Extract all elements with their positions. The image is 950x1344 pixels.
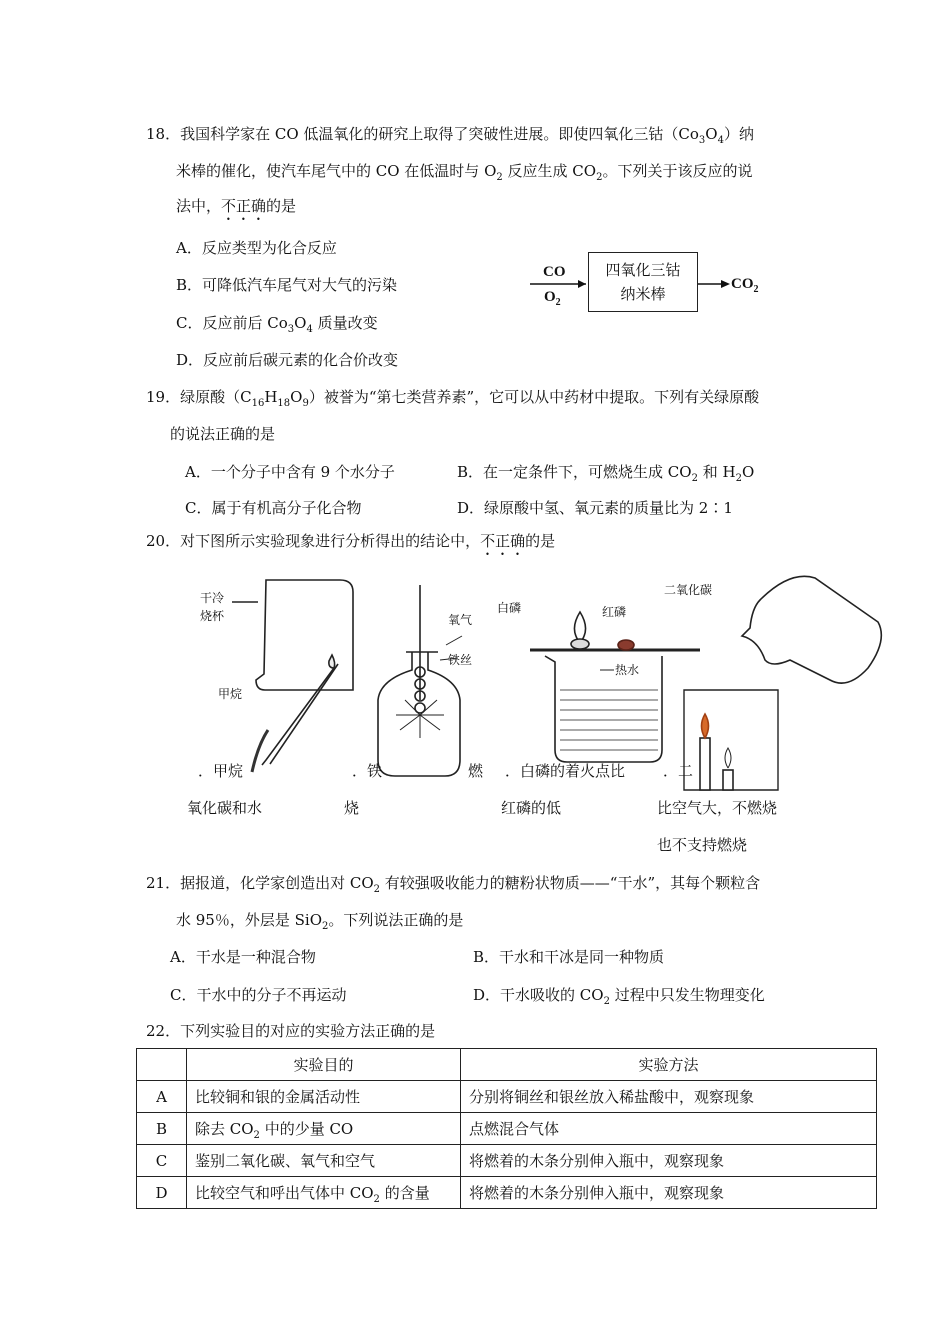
- q18-line1: 18．我国科学家在 CO 低温氧化的研究上取得了突破性进展。即使四氧化三钴$(Co_3O_4)$纳: [146, 125, 754, 146]
- q18-line3: 法中，不正确的是: [176, 197, 297, 215]
- caption-c-line2: 红磷的低: [501, 799, 562, 817]
- q18-option-b: B．可降低汽车尾气对大气的污染: [176, 276, 398, 294]
- caption-d-line2: 比空气大，不燃烧: [657, 799, 778, 817]
- q21-option-c: C．干水中的分子不再运动: [170, 986, 347, 1004]
- q19-option-b: B．在一定条件下，可燃烧生成 $CO_2$ 和 $H_2O$: [457, 463, 755, 484]
- row-purpose: 除去 $CO_2$ 中的少量 CO: [187, 1113, 461, 1145]
- catalyst-box: 四氧化三钴 纳米棒: [588, 252, 698, 312]
- label-dry-cold: 干冷: [200, 591, 225, 605]
- row-purpose: 比较空气和呼出气体中 $CO_2$ 的含量: [187, 1177, 461, 1209]
- table-header-cell: 实验目的: [187, 1049, 461, 1081]
- q21-line1: 21．据报道，化学家创造出对 $CO_2$ 有较强吸收能力的糖粉状物质——“干水”，其每个颗粒含: [146, 874, 761, 895]
- q21-option-a: A．干水是一种混合物: [170, 948, 316, 966]
- figure-phosphorus-hot-water: [530, 612, 700, 762]
- row-method: 点燃混合气体: [461, 1113, 877, 1145]
- row-key: C: [137, 1145, 187, 1177]
- label-iron-wire: 铁丝: [448, 653, 473, 667]
- flow-input-o2: $O_2$: [544, 289, 561, 308]
- label-oxygen: 氧气: [448, 613, 473, 627]
- table-row: [137, 1081, 877, 1113]
- table-header-cell: [137, 1049, 187, 1081]
- label-white-phosphorus: 白磷: [497, 601, 522, 615]
- row-method: 将燃着的木条分别伸入瓶中，观察现象: [461, 1177, 877, 1209]
- table-row: [137, 1113, 877, 1145]
- caption-b-line1-end: 燃: [468, 762, 484, 780]
- flow-input-co: CO: [543, 264, 566, 280]
- q21-option-d: D．干水吸收的 $CO_2$ 过程中只发生物理变化: [473, 986, 765, 1007]
- q18-option-a: A．反应类型为化合反应: [176, 239, 337, 257]
- flow-output-co2: $CO_2$: [731, 276, 759, 295]
- row-method: 将燃着的木条分别伸入瓶中，观察现象: [461, 1145, 877, 1177]
- row-method: 分别将铜丝和银丝放入稀盐酸中，观察现象: [461, 1081, 877, 1113]
- q19-option-a: A．一个分子中含有 9 个水分子: [185, 463, 395, 481]
- label-beaker: 烧杯: [200, 609, 225, 623]
- q20-line1: 20．对下图所示实验现象进行分析得出的结论中，不正确的是: [146, 532, 556, 550]
- row-purpose: 比较铜和银的金属活动性: [187, 1081, 461, 1113]
- q21-line2: 水 95％，外层是 SiO$_2$。下列说法正确的是: [176, 911, 464, 932]
- row-key: B: [137, 1113, 187, 1145]
- q19-option-d: D．绿原酸中氢、氧元素的质量比为 2∶1: [457, 499, 733, 517]
- label-carbon-dioxide: 二氧化碳: [664, 583, 713, 597]
- row-key: A: [137, 1081, 187, 1113]
- caption-b-line2: 烧: [344, 799, 360, 817]
- emphasis-not-correct: 不正确: [221, 197, 267, 215]
- row-purpose: 鉴别二氧化碳、氧气和空气: [187, 1145, 461, 1177]
- label-hot-water: 热水: [615, 663, 640, 677]
- caption-a-line1: ．甲烷: [198, 762, 244, 780]
- q21-option-b: B．干水和干冰是同一种物质: [473, 948, 665, 966]
- q18-option-d: D．反应前后碳元素的化合价改变: [176, 351, 399, 369]
- row-key: D: [137, 1177, 187, 1209]
- q18-line2: 米棒的催化，使汽车尾气中的 CO 在低温时与 $O_2$ 反应生成 $CO_2$。下列关于该反应的说: [176, 162, 753, 183]
- label-red-phosphorus: 红磷: [602, 605, 627, 619]
- caption-c-line1: ．白磷的着火点比: [505, 762, 626, 780]
- table-row: [137, 1177, 877, 1209]
- q19-line2: 的说法正确的是: [170, 425, 276, 443]
- figure-methane-beaker: [232, 580, 353, 772]
- q22-stem: 22．下列实验目的对应的实验方法正确的是: [146, 1022, 436, 1040]
- label-methane: 甲烷: [218, 687, 243, 701]
- caption-d-line3: 也不支持燃烧: [657, 836, 748, 854]
- table-header-row: [137, 1049, 877, 1081]
- experiment-table: [136, 1048, 877, 1209]
- caption-a-line2: 氧化碳和水: [187, 799, 263, 817]
- caption-b-line1: ．铁: [352, 762, 383, 780]
- caption-d-line1: ．二: [663, 762, 694, 780]
- q19-line1: 19．绿原酸$(C_{16}H_{18}O_9)$被誉为“第七类营养素”，它可以从中药材中提取。下列有关绿原酸: [146, 388, 760, 409]
- figure-co2-candles: [684, 576, 881, 790]
- table-row: [137, 1145, 877, 1177]
- table-header-cell: 实验方法: [461, 1049, 877, 1081]
- emphasis-not-correct: 不正确: [480, 532, 526, 550]
- q18-option-c: C．反应前后 $Co_3O_4$ 质量改变: [176, 314, 378, 335]
- q19-option-c: C．属于有机高分子化合物: [185, 499, 362, 517]
